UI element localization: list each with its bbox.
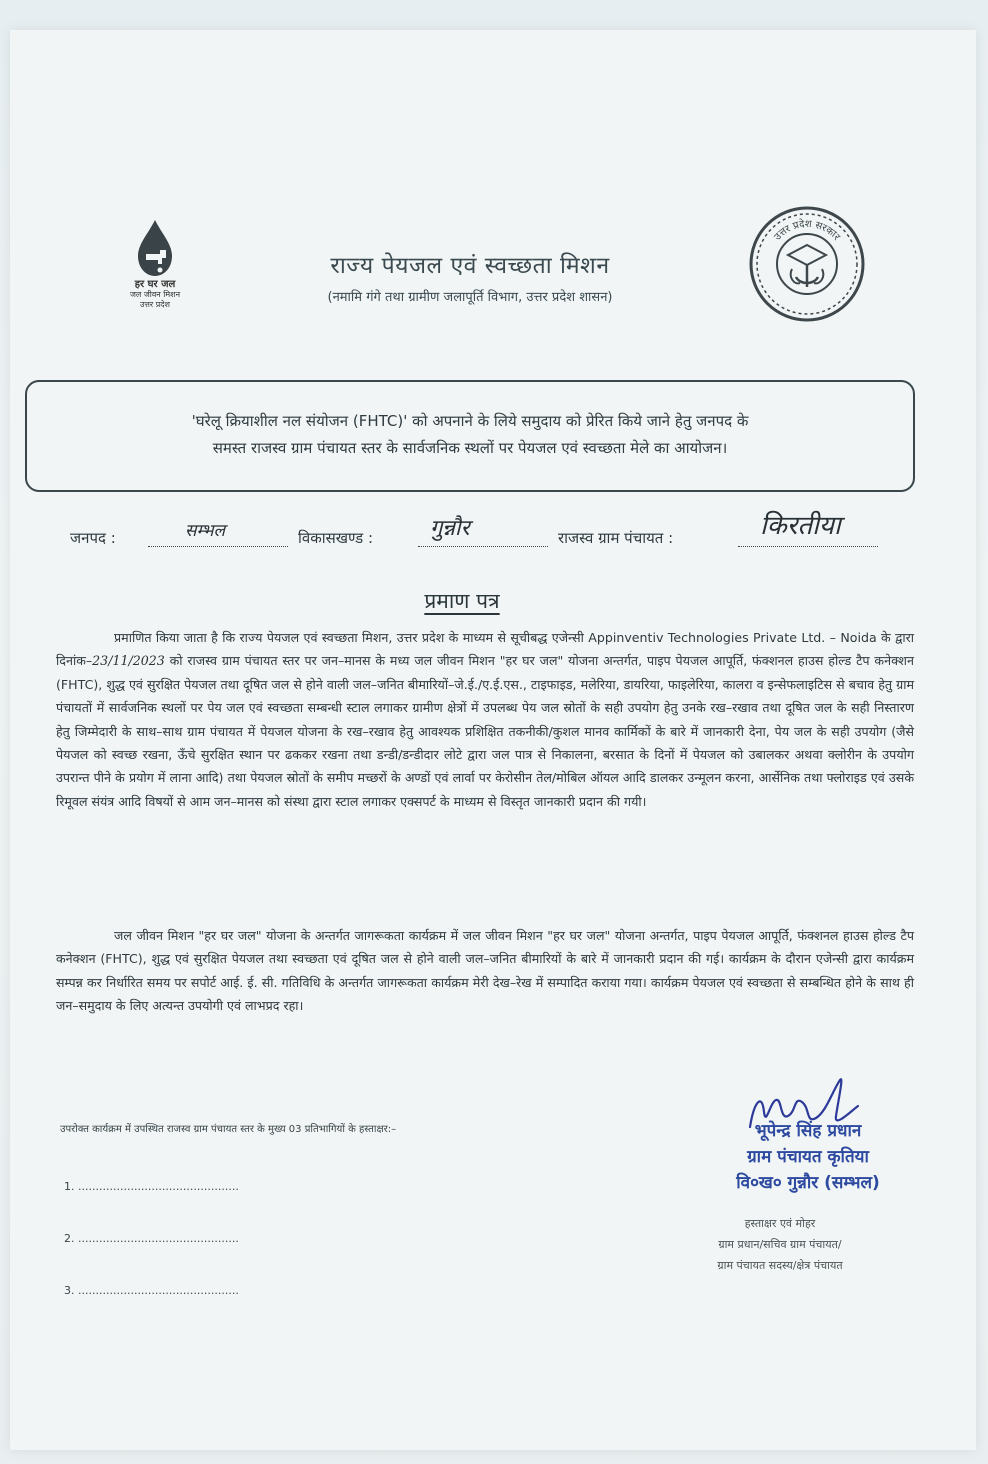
logo-caption bbox=[100, 280, 210, 310]
logo-text: हर घर जल bbox=[134, 279, 176, 290]
mission-subtitle: (नमामि गंगे तथा ग्रामीण जलापूर्ति विभाग, उत्तर प्रदेश शासन) bbox=[327, 290, 613, 305]
signature-line-1: 1. .............................................. bbox=[64, 1180, 239, 1193]
water-drop-icon bbox=[120, 218, 190, 280]
up-government-seal bbox=[748, 205, 866, 323]
emblem-icon bbox=[748, 205, 866, 323]
logo-text: जल जीवन मिशन bbox=[129, 290, 181, 299]
block-value: गुन्नौर bbox=[430, 516, 470, 541]
pradhan-stamp bbox=[688, 1118, 928, 1196]
banner-line: 'घरेलू क्रियाशील नल संयोजन (FHTC)' को अपनाने के लिये समुदाय को प्रेरित किये जाने हेतु जनपद के bbox=[191, 412, 749, 430]
location-fields bbox=[70, 511, 930, 558]
gp-value: किरतीया bbox=[760, 511, 841, 541]
har-ghar-jal-logo bbox=[100, 218, 210, 318]
banner-line: समस्त राजस्व ग्राम पंचायत स्तर के सार्वजनिक स्थलों पर पेयजल एवं स्वच्छता मेले का आयोजन। bbox=[212, 439, 728, 457]
line-number: 2. bbox=[64, 1232, 75, 1245]
district-value: सम्भल bbox=[185, 521, 226, 541]
paragraph-text: प्रमाणित किया जाता है कि राज्य पेयजल एवं स्वच्छता मिशन, उत्तर प्रदेश के माध्यम से सूचीबद्ध एजेन्सी Appinventiv Technologies Private Ltd. – Noida के द्वारा दिनांक– bbox=[56, 630, 914, 669]
stamp-block: वि०ख० गुन्नौर (सम्भल) bbox=[736, 1173, 880, 1193]
caption-line: ग्राम प्रधान/सचिव ग्राम पंचायत/ bbox=[718, 1238, 842, 1251]
caption-line: हस्ताक्षर एवं मोहर bbox=[744, 1217, 816, 1230]
participants-note: उपरोक्त कार्यक्रम में उपस्थित राजस्व ग्राम पंचायत स्तर के मुख्य 03 प्रतिभागियों के हस्ताक्षर:– bbox=[60, 1124, 397, 1135]
certificate-paragraph-2: जल जीवन मिशन "हर घर जल" योजना के अन्तर्गत जागरूकता कार्यक्रम में जल जीवन मिशन "हर घर जल" योजना अन्तर्गत, पाइप पेयजल आपूर्ति, फंक्शनल हाउस होल्ड टैप कनेक्शन (FHTC), शुद्ध एवं सुरक्षित पेयजल तथा स्वच्छता एवं दूषित जल से होने वाली जल–जनित बीमारियों के बारे में जानकारी प्रदान की गई। कार्यक्रम के दौरान एजेन्सी द्वारा कार्यक्रम सम्पन्न कर निर्धारित समय पर सपोर्ट आई. ई. सी. गतिविधि के अन्तर्गत जागरूकता कार्यक्रम मेरी देख–रेख में सम्पादित कराया गया। कार्यक्रम पेयजल एवं स्वच्छता से सम्बन्धित होने के साथ ही जन–समुदाय के लिए अत्यन्त उपयोगी एवं लाभप्रद रहा। bbox=[56, 928, 914, 1014]
signature-line-3: 3. .............................................. bbox=[64, 1284, 239, 1297]
caption-line: ग्राम पंचायत सदस्य/क्षेत्र पंचायत bbox=[717, 1259, 843, 1272]
signature-caption bbox=[660, 1213, 900, 1276]
certificate-paragraph-1 bbox=[56, 626, 914, 813]
event-banner bbox=[25, 380, 915, 492]
mission-title: राज्य पेयजल एवं स्वच्छता मिशन bbox=[330, 253, 610, 279]
gp-label: राजस्व ग्राम पंचायत : bbox=[558, 529, 674, 547]
line-number: 1. bbox=[64, 1180, 75, 1193]
stamp-name: भूपेन्द्र सिंह प्रधान bbox=[754, 1121, 862, 1141]
signature-line-2: 2. .............................................. bbox=[64, 1232, 239, 1245]
line-number: 3. bbox=[64, 1284, 75, 1297]
event-date: 23/11/2023 bbox=[92, 653, 165, 669]
block-label: विकासखण्ड : bbox=[298, 529, 374, 547]
svg-text:उत्तर प्रदेश सरकार: उत्तर प्रदेश सरकार bbox=[772, 218, 842, 243]
certificate-title: प्रमाण पत्र bbox=[424, 589, 500, 613]
stamp-panchayat: ग्राम पंचायत कृतिया bbox=[747, 1147, 869, 1167]
paragraph-text: को राजस्व ग्राम पंचायत स्तर पर जन–मानस के मध्य जल जीवन मिशन "हर घर जल" योजना अन्तर्गत, पाइप पेयजल आपूर्ति, फंक्शनल हाउस होल्ड टैप कनेक्शन (FHTC), शुद्ध एवं सुरक्षित पेयजल तथा दूषित जल से होने वाली जल–जनित बीमारियों–जे.ई./ए.ई.एस., टाइफाइड, मलेरिया, डायरिया, फाइलेरिया, कालरा व इन्सेफलाइटिस से बचाव हेतु ग्राम पंचायतों में सार्वजनिक स्थलों पर पेय जल एवं स्वच्छता सम्बन्धी स्टाल लगाकर ग्रामीण क्षेत्रों में उपलब्ध पेय जल स्रोतों के सही उपयोग हेतु उनके रख–रखाव तथा दूषित जल के सही निस्तारण हेतु जिम्मेदारी के साथ–साथ ग्राम पंचायत में पेयजल योजना के रख–रखाव हेतु आवश्यक प्रशिक्षित तकनीकी/कुशल मानव कार्मिकों के बारे में जानकारी देना, पेय जल के सही उपयोग (जैसे पेयजल को स्वच्छ रखना, ऊँचे सुरक्षित स्थान पर ढककर रखना तथा डन्डी/डन्डीदार लोटे द्वारा जल पात्र से निकालना, बरसात के दिनों में पेयजल को उबालकर अथवा क्लोरीन के उपयोग उपरान्त पीने के प्रयोग में लाना आदि) तथा पेयजल स्रोतों के समीप मच्छरों के अण्डों एवं लार्वा पर केरोसीन तेल/मोबिल ऑयल आदि डालकर उन्मूलन करना, आर्सेनिक तथा फ्लोराइड एवं उसके रिमूवल संयंत्र आदि विषयों से आम जन–मानस को संस्था द्वारा स्टाल लगाकर एक्सपर्ट के माध्यम से विस्तृत जानकारी प्रदान की गयी। bbox=[56, 653, 914, 809]
district-label: जनपद : bbox=[70, 529, 116, 547]
logo-text: उत्तर प्रदेश bbox=[140, 300, 170, 309]
